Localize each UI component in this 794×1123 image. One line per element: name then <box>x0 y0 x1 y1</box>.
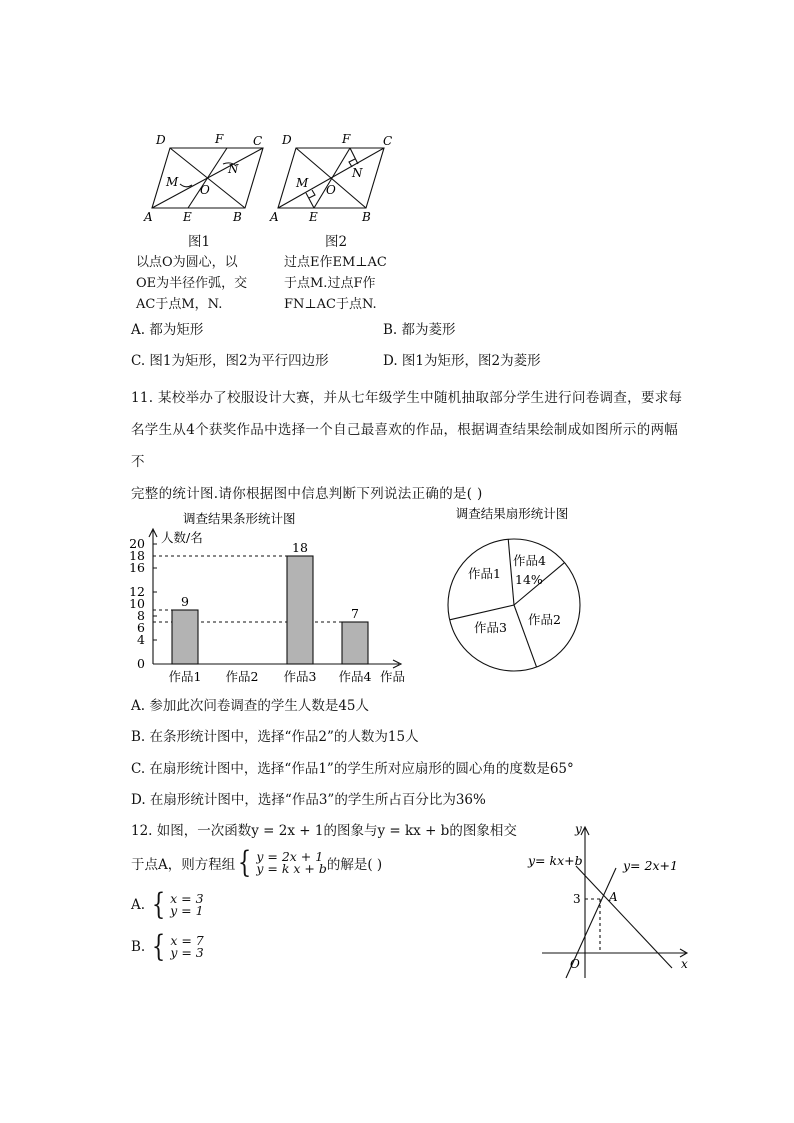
fig1-note <box>136 252 247 315</box>
y-tick-label: 18 <box>129 548 145 563</box>
linear-function-graph <box>520 818 700 983</box>
bar <box>172 610 198 664</box>
graph-label-point-a: A <box>609 890 618 904</box>
pie-slice-label: 作品4 <box>513 553 546 568</box>
bar-chart-y-label: 人数/名 <box>161 530 203 545</box>
pie-chart-title: 调查结果扇形统计图 <box>455 506 569 521</box>
q12-option-a[interactable] <box>131 887 204 922</box>
bar-chart-title: 调查结果条形统计图 <box>183 511 296 526</box>
q12-option-b[interactable] <box>131 929 204 964</box>
fig1-note-line: OE为半径作弧，交 <box>136 276 248 291</box>
x-category-label: 作品2 <box>225 669 259 684</box>
fig1-label-d: D <box>156 133 166 147</box>
pie-slice-label: 作品2 <box>528 612 561 627</box>
fig2-label-e: E <box>309 210 318 224</box>
y-tick-label: 16 <box>129 560 145 575</box>
fig1-note-line: 以点O为圆心，以 <box>136 255 238 270</box>
q12-stem-line2 <box>131 845 383 880</box>
q12-stem-line1: 12. 如图，一次函数y = 2x + 1的图象与y = kx + b的图象相交 <box>131 823 517 839</box>
fig1-label-c: C <box>253 134 263 148</box>
q12-stem-post: 的解是( ) <box>326 857 383 873</box>
brace-icon: { <box>151 887 166 922</box>
pie-slice-label: 作品3 <box>474 620 507 635</box>
fig1-label-b: B <box>233 210 242 224</box>
fig1-label-e: E <box>183 210 192 224</box>
q11-option-c[interactable]: C. 在扇形统计图中，选择“作品1”的学生所对应扇形的圆心角的度数是65° <box>131 761 574 777</box>
bar <box>287 556 313 664</box>
q11-stem-line: 名学生从4个获奖作品中选择一个自己最喜欢的作品，根据调查结果绘制成如图所示的两幅不 <box>131 422 679 470</box>
fig2-note-line: 于点M.过点F作 <box>284 276 376 291</box>
fig2-label-n: N <box>352 166 363 180</box>
q12-a-eq-1: x = 3 <box>170 891 204 906</box>
x-category-label: 作品3 <box>283 669 317 684</box>
system-eq-2: y = k x + b <box>256 861 327 876</box>
bar-chart <box>125 508 415 688</box>
fig1-note-line: AC于点M，N. <box>136 297 223 312</box>
system-eq-1: y = 2x + 1 <box>256 849 324 864</box>
figure-1-parallelogram <box>140 128 270 228</box>
fig1-label-o: O <box>200 183 210 197</box>
y-tick-label: 0 <box>137 656 145 671</box>
bar <box>342 622 368 664</box>
graph-label-origin: O <box>570 957 580 971</box>
fig2-label-d: D <box>282 133 292 147</box>
fig1-label-n: N <box>228 162 239 176</box>
bar-value-label: 18 <box>292 540 308 555</box>
q12-a-eq-2: y = 1 <box>170 903 204 918</box>
q12-option-a-letter: A. <box>131 897 146 913</box>
fig2-label-f: F <box>342 132 351 146</box>
y-tick-label: 20 <box>129 536 145 551</box>
x-category-label: 作品4 <box>338 669 372 684</box>
q11-stem-line: 完整的统计图.请你根据图中信息判断下列说法正确的是( ) <box>131 486 483 502</box>
y-tick-label: 10 <box>129 596 145 611</box>
graph-label-tick-3: 3 <box>573 892 581 906</box>
brace-icon: { <box>238 845 252 880</box>
q10-option-d[interactable]: D. 图1为矩形，图2为菱形 <box>383 353 541 369</box>
q11-option-a[interactable]: A. 参加此次问卷调查的学生人数是45人 <box>131 698 370 714</box>
brace-icon: { <box>152 929 166 964</box>
fig1-caption: 图1 <box>188 234 211 250</box>
graph-label-line2: y= 2x+1 <box>623 858 678 873</box>
q12-b-eq-1: x = 7 <box>170 933 204 948</box>
q10-option-c[interactable]: C. 图1为矩形，图2为平行四边形 <box>131 353 329 369</box>
q12-equation-system <box>235 845 327 880</box>
fig2-label-m: M <box>296 176 309 190</box>
y-tick-label: 12 <box>129 584 145 599</box>
q10-option-b[interactable]: B. 都为菱形 <box>383 322 456 338</box>
q11-stem-line: 11. 某校举办了校服设计大赛，并从七年级学生中随机抽取部分学生进行问卷调查，要求每 <box>131 390 683 406</box>
q11-stem <box>131 382 691 510</box>
fig2-note-line: 过点E作EM⊥AC <box>284 255 387 270</box>
pie-slice-label: 作品1 <box>468 566 501 581</box>
bar-chart-x-label: 作品 <box>380 669 406 684</box>
fig1-label-a: A <box>144 210 153 224</box>
fig1-label-f: F <box>215 132 224 146</box>
y-tick-label: 4 <box>137 632 145 647</box>
x-category-label: 作品1 <box>168 669 202 684</box>
fig2-label-b: B <box>362 210 371 224</box>
pie-slice-percent: 14% <box>515 572 543 587</box>
figure-2-parallelogram <box>266 128 401 228</box>
graph-label-y: y <box>575 822 582 836</box>
q12-stem-pre: 于点A，则方程组 <box>131 857 236 873</box>
graph-label-x: x <box>681 957 688 971</box>
fig2-note <box>284 252 387 315</box>
pie-slice-edge <box>508 539 514 605</box>
fig2-caption: 图2 <box>325 234 348 250</box>
q11-option-b[interactable]: B. 在条形统计图中，选择“作品2”的人数为15人 <box>131 729 419 745</box>
fig2-label-o: O <box>326 183 336 197</box>
fig2-label-c: C <box>383 134 393 148</box>
y-tick-label: 8 <box>137 608 145 623</box>
y-tick-label: 6 <box>137 620 145 635</box>
q10-option-a[interactable]: A. 都为矩形 <box>131 322 204 338</box>
fig2-note-line: FN⊥AC于点N. <box>284 297 377 312</box>
graph-label-line1: y= kx+b <box>528 853 583 868</box>
q12-b-eq-2: y = 3 <box>170 945 204 960</box>
pie-chart <box>432 502 602 677</box>
bar-value-label: 9 <box>181 594 189 609</box>
q12-option-b-letter: B. <box>131 939 146 955</box>
fig2-label-a: A <box>270 210 279 224</box>
bar-value-label: 7 <box>351 606 359 621</box>
pie-slice-edge <box>450 605 514 620</box>
fig1-label-m: M <box>166 175 179 189</box>
q11-option-d[interactable]: D. 在扇形统计图中，选择“作品3”的学生所占百分比为36% <box>131 792 486 808</box>
